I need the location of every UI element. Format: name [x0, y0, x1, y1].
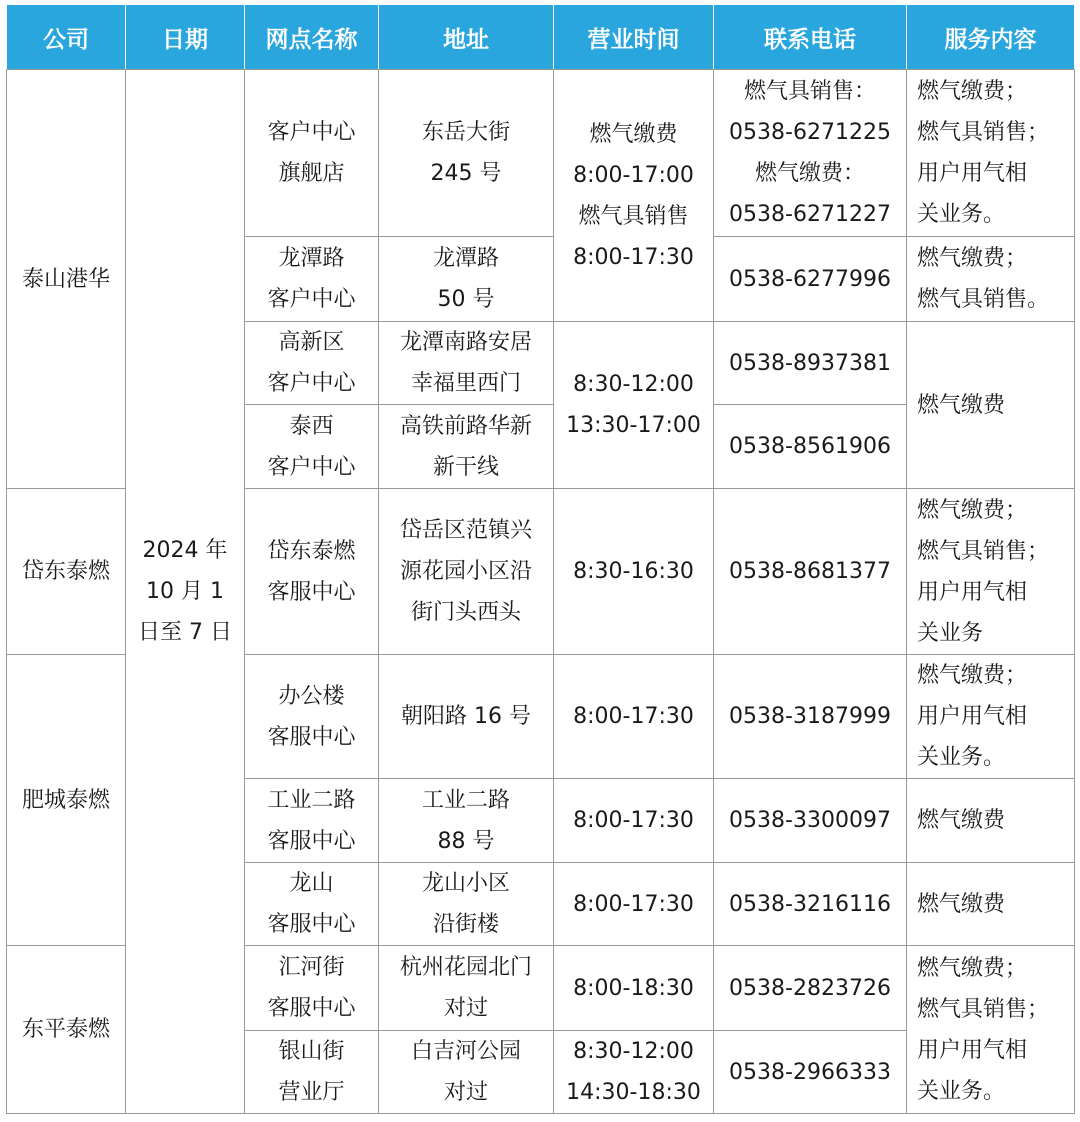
service-line: 用户用气相	[917, 579, 1028, 605]
service-line: 关业务	[917, 620, 984, 646]
outlet-name-line: 旗舰店	[278, 161, 345, 186]
outlet-name-cell	[245, 237, 379, 322]
hours-line: 8:30-12:00	[573, 372, 694, 397]
hours-cell	[554, 863, 714, 946]
outlet-name-line: 泰西	[289, 413, 334, 439]
address-cell	[379, 70, 554, 237]
hours-cell	[554, 322, 714, 489]
table-row	[7, 70, 1075, 237]
outlet-name-line: 客服中心	[267, 724, 356, 750]
service-line: 燃气缴费	[917, 392, 1006, 418]
hours-line: 8:00-17:30	[573, 704, 694, 729]
address-line: 88 号	[437, 828, 495, 854]
phone-line: 0538-2966333	[729, 1059, 891, 1085]
outlet-name-line: 汇河街	[278, 955, 345, 980]
address-line: 白吉河公园	[410, 1039, 521, 1064]
phone-cell	[714, 489, 907, 655]
address-line: 龙山小区	[421, 871, 510, 896]
header-company: 公司	[7, 5, 126, 70]
address-line: 沿街楼	[432, 912, 499, 937]
outlet-name-cell	[245, 70, 379, 237]
outlet-name-cell	[245, 946, 379, 1031]
phone-cell	[714, 946, 907, 1031]
outlet-name-line: 营业厅	[278, 1080, 345, 1105]
header-outlet-name: 网点名称	[245, 5, 379, 70]
service-line: 用户用气相	[917, 161, 1028, 186]
outlet-name-line: 办公楼	[278, 683, 345, 709]
outlet-name-cell	[245, 405, 379, 489]
services-cell	[907, 779, 1075, 863]
phone-line: 0538-2823726	[729, 975, 891, 1001]
address-line: 东岳大街	[421, 120, 510, 145]
outlet-name-cell	[245, 863, 379, 946]
address-line: 岱岳区范镇兴	[399, 518, 532, 543]
service-line: 关业务。	[917, 745, 1006, 770]
address-cell	[379, 1031, 554, 1114]
address-cell	[379, 655, 554, 779]
phone-line: 0538-8561906	[729, 434, 891, 459]
hours-cell	[554, 70, 714, 322]
company-cell: 泰山港华	[7, 70, 126, 489]
hours-line: 8:30-16:30	[573, 559, 694, 584]
hours-line: 8:00-17:30	[573, 808, 694, 833]
hours-line: 14:30-18:30	[566, 1080, 701, 1105]
phone-line: 0538-3216116	[729, 891, 891, 917]
phone-line: 0538-8937381	[729, 350, 891, 376]
outlet-name-cell	[245, 322, 379, 405]
address-line: 新干线	[432, 454, 499, 480]
outlet-name-line: 客户中心	[267, 120, 356, 145]
header-services: 服务内容	[907, 5, 1075, 70]
hours-cell	[554, 1031, 714, 1114]
hours-line: 8:00-17:30	[573, 891, 694, 917]
services-cell	[907, 70, 1075, 237]
outlet-name-line: 客户中心	[267, 371, 356, 396]
hours-line: 8:30-12:00	[573, 1039, 694, 1064]
outlet-name-line: 客户中心	[267, 287, 356, 312]
address-line: 杭州花园北门	[399, 955, 532, 980]
phone-cell	[714, 779, 907, 863]
service-line: 燃气缴费；	[917, 663, 1028, 688]
company-cell: 东平泰燃	[7, 946, 126, 1114]
phone-line: 0538-3300097	[729, 808, 891, 833]
phone-cell	[714, 70, 907, 237]
service-line: 关业务。	[917, 202, 1006, 227]
address-cell	[379, 779, 554, 863]
phone-line: 0538-3187999	[729, 704, 891, 729]
outlet-name-cell	[245, 489, 379, 655]
address-line: 街门头西头	[410, 600, 521, 625]
address-cell	[379, 489, 554, 655]
services-cell	[907, 489, 1075, 655]
address-cell	[379, 863, 554, 946]
phone-line: 0538-6271225	[729, 120, 891, 145]
address-cell	[379, 322, 554, 405]
outlet-name-line: 工业二路	[267, 787, 356, 813]
address-line: 对过	[443, 996, 488, 1021]
hours-line: 13:30-17:00	[566, 413, 701, 438]
service-line: 燃气缴费；	[917, 246, 1028, 271]
services-cell	[907, 655, 1075, 779]
service-line: 燃气缴费；	[917, 79, 1028, 104]
hours-line: 8:00-17:00	[573, 162, 694, 188]
service-line: 用户用气相	[917, 1037, 1028, 1063]
phone-line: 0538-6277996	[729, 266, 891, 292]
service-line: 燃气缴费	[917, 891, 1006, 917]
services-cell	[907, 863, 1075, 946]
phone-line: 燃气缴费：	[754, 161, 865, 186]
header-phone: 联系电话	[714, 5, 907, 70]
phone-line: 燃气具销售：	[743, 79, 876, 104]
outlet-name-line: 银山街	[278, 1039, 345, 1064]
hours-cell	[554, 946, 714, 1031]
outlet-name-cell	[245, 779, 379, 863]
phone-cell	[714, 1031, 907, 1114]
date-line: 日至 7 日	[138, 620, 232, 645]
phone-cell	[714, 405, 907, 489]
hours-line: 燃气具销售	[578, 203, 689, 229]
header-row	[7, 5, 1075, 70]
services-cell	[907, 322, 1075, 489]
outlet-name-line: 客服中心	[267, 828, 356, 854]
service-line: 燃气缴费；	[917, 955, 1028, 981]
service-line: 用户用气相	[917, 704, 1028, 729]
date-cell	[126, 70, 245, 1114]
phone-cell	[714, 863, 907, 946]
service-outlets-table	[6, 4, 1075, 1114]
address-line: 50 号	[437, 287, 495, 312]
service-line: 燃气具销售；	[917, 120, 1050, 145]
phone-cell	[714, 655, 907, 779]
company-cell: 肥城泰燃	[7, 655, 126, 946]
address-line: 源花园小区沿	[399, 559, 532, 584]
service-line: 燃气具销售；	[917, 996, 1050, 1022]
service-line: 燃气缴费	[917, 808, 1006, 833]
company-cell: 岱东泰燃	[7, 489, 126, 655]
address-cell	[379, 237, 554, 322]
hours-cell	[554, 655, 714, 779]
hours-cell	[554, 489, 714, 655]
outlet-name-line: 岱东泰燃	[267, 538, 356, 564]
address-line: 幸福里西门	[410, 371, 521, 396]
hours-line: 燃气缴费	[589, 121, 678, 147]
outlet-name-line: 龙潭路	[278, 246, 345, 271]
outlet-name-line: 客户中心	[267, 454, 356, 480]
outlet-name-line: 客服中心	[267, 912, 356, 937]
outlet-name-line: 客服中心	[267, 579, 356, 605]
outlet-name-cell	[245, 1031, 379, 1114]
header-date: 日期	[126, 5, 245, 70]
address-line: 龙潭路	[432, 246, 499, 271]
outlet-name-cell	[245, 655, 379, 779]
phone-line: 0538-6271227	[729, 202, 891, 227]
phone-cell	[714, 237, 907, 322]
hours-line: 8:00-17:30	[573, 244, 694, 270]
address-line: 工业二路	[421, 787, 510, 813]
service-line: 燃气缴费；	[917, 497, 1028, 523]
header-address: 地址	[379, 5, 554, 70]
phone-cell	[714, 322, 907, 405]
hours-line: 8:00-18:30	[573, 975, 694, 1001]
outlet-name-line: 龙山	[289, 871, 334, 896]
address-line: 245 号	[430, 161, 502, 186]
outlet-name-line: 客服中心	[267, 996, 356, 1021]
phone-line: 0538-8681377	[729, 559, 891, 584]
address-line: 龙潭南路安居	[399, 330, 532, 355]
service-line: 关业务。	[917, 1078, 1006, 1104]
header-business-hours: 营业时间	[554, 5, 714, 70]
service-line: 燃气具销售；	[917, 538, 1050, 564]
outlet-name-line: 高新区	[278, 330, 345, 355]
services-cell	[907, 237, 1075, 322]
service-line: 燃气具销售。	[917, 287, 1050, 312]
hours-cell	[554, 779, 714, 863]
address-cell	[379, 946, 554, 1031]
address-cell	[379, 405, 554, 489]
date-line: 2024 年	[142, 538, 228, 563]
date-line: 10 月 1	[146, 579, 224, 604]
address-line: 朝阳路 16 号	[401, 704, 531, 729]
address-line: 对过	[443, 1080, 488, 1105]
address-line: 高铁前路华新	[399, 413, 532, 439]
services-cell	[907, 946, 1075, 1114]
